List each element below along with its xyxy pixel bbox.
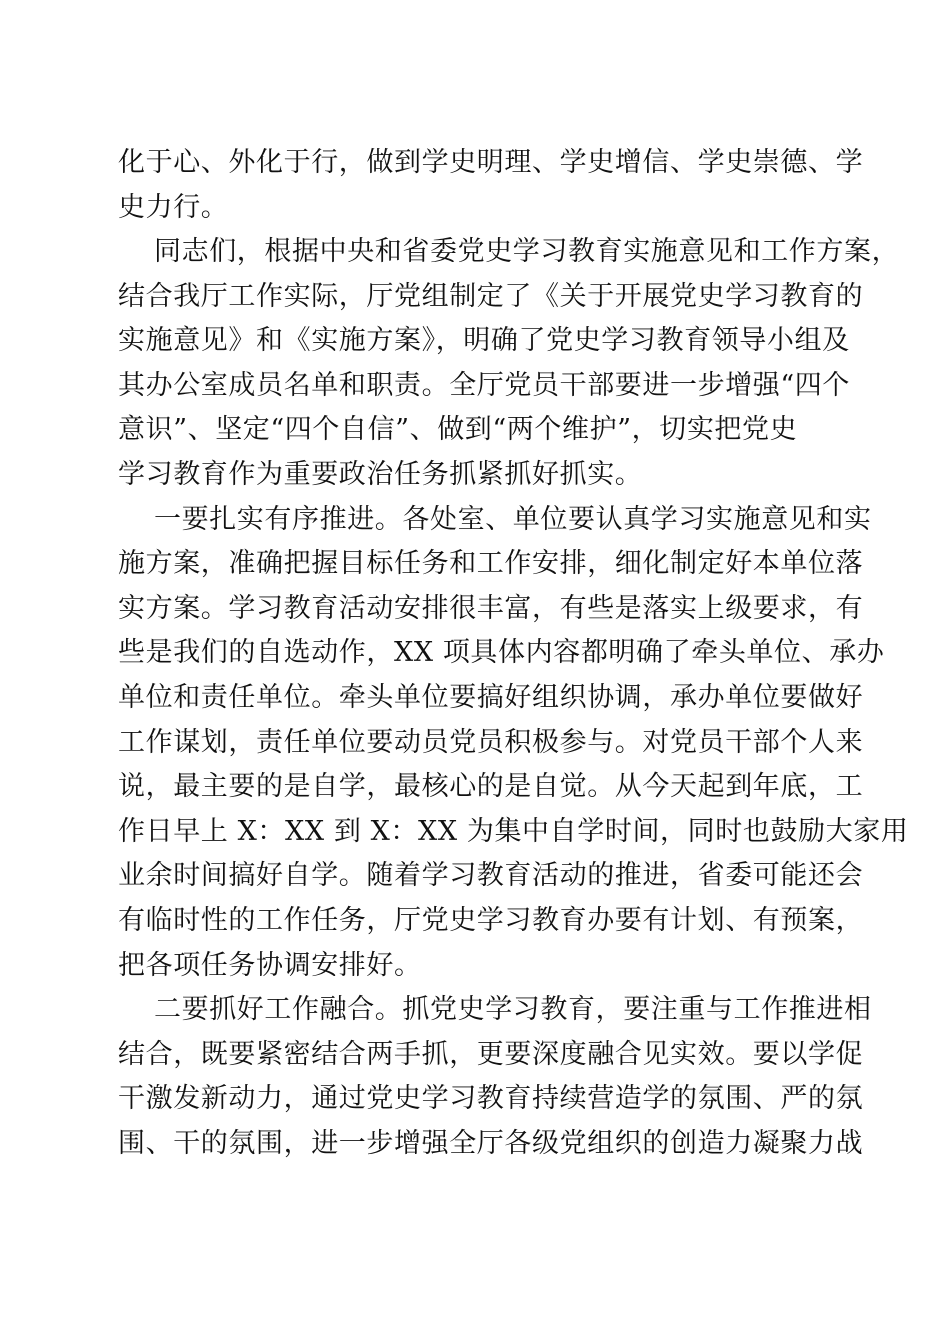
text-line: 说，最主要的是自学，最核心的是自觉。从今天起到年底，工 [118, 771, 864, 802]
text-line: 其办公室成员名单和职责。全厅党员干部要进一步增强“四个 [118, 370, 851, 401]
text-line: 有临时性的工作任务，厅党史学习教育办要有计划、有预案， [118, 905, 864, 936]
text-line: 些是我们的自选动作，XX 项具体内容都明确了牵头单位、承办 [118, 637, 885, 668]
paragraph-start-line: 同志们，根据中央和省委党史学习教育实施意见和工作方案， [154, 236, 900, 267]
text-line: 把各项任务协调安排好。 [118, 950, 422, 981]
text-line: 实施意见》和《实施方案》，明确了党史学习教育领导小组及 [118, 325, 850, 356]
text-line: 化于心、外化于行，做到学史明理、学史增信、学史崇德、学 [118, 147, 864, 178]
text-line: 作日早上 X：XX 到 X：XX 为集中自学时间，同时也鼓励大家用 [118, 816, 909, 847]
text-line: 结合，既要紧密结合两手抓，更要深度融合见实效。要以学促 [118, 1039, 864, 1070]
text-line: 结合我厅工作实际，厅党组制定了《关于开展党史学习教育的 [118, 281, 864, 312]
text-line: 学习教育作为重要政治任务抓紧抓好抓实。 [118, 459, 643, 490]
text-line: 实方案。学习教育活动安排很丰富，有些是落实上级要求，有 [118, 593, 864, 624]
text-line: 干激发新动力，通过党史学习教育持续营造学的氛围、严的氛 [118, 1083, 864, 1114]
text-line: 业余时间搞好自学。随着学习教育活动的推进，省委可能还会 [118, 860, 864, 891]
text-line: 史力行。 [118, 192, 229, 223]
text-line: 工作谋划，责任单位要动员党员积极参与。对党员干部个人来 [118, 727, 864, 758]
text-line: 围、干的氛围，进一步增强全厅各级党组织的创造力凝聚力战 [118, 1128, 864, 1159]
text-line: 单位和责任单位。牵头单位要搞好组织协调，承办单位要做好 [118, 682, 864, 713]
paragraph-start-line: 一要扎实有序推进。各处室、单位要认真学习实施意见和实 [154, 504, 872, 535]
paragraph-start-line: 二要抓好工作融合。抓党史学习教育，要注重与工作推进相 [154, 994, 872, 1025]
text-line: 意识”、坚定“四个自信”、做到“两个维护”，切实把党史 [118, 414, 798, 445]
text-line: 施方案，准确把握目标任务和工作安排，细化制定好本单位落 [118, 548, 864, 579]
